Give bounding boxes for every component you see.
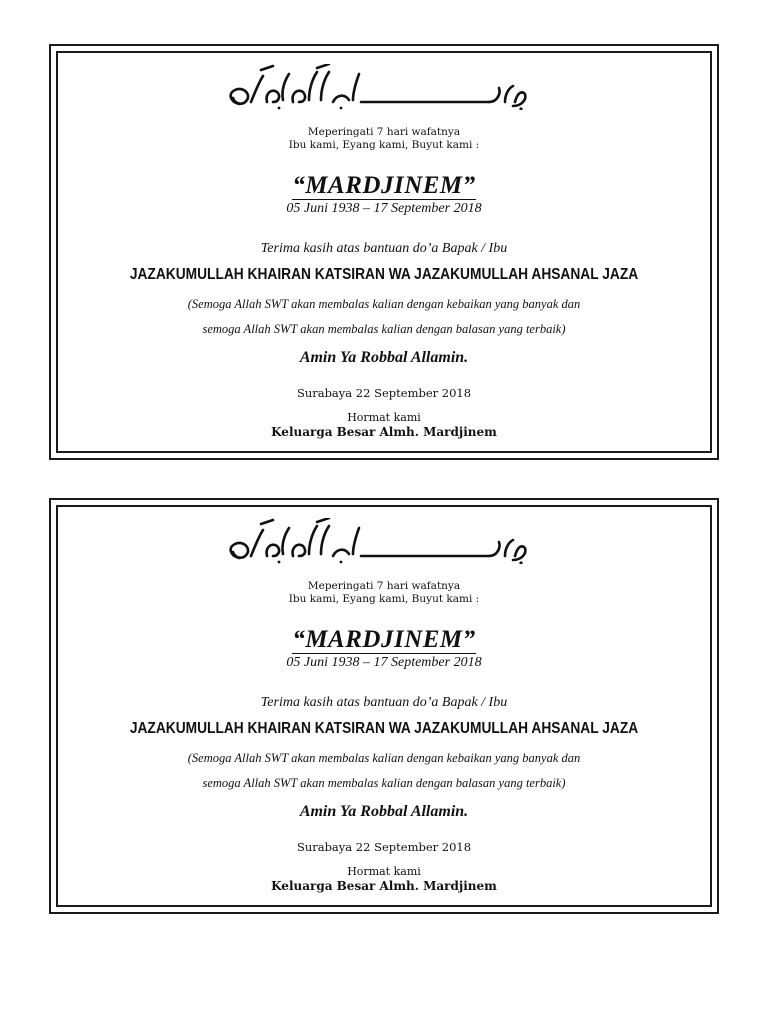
life-dates: 05 Juni 1938 – 17 September 2018	[286, 201, 482, 216]
deceased-name-text: “MARDJINEM”	[292, 172, 476, 199]
condolence-card-2	[49, 498, 719, 914]
intro-line-1: Meperingati 7 hari wafatnya	[307, 580, 461, 592]
thanks-line: Terima kasih atas bantuan do’a Bapak / Ibu	[260, 241, 508, 256]
deceased-name-text: “MARDJINEM”	[292, 626, 476, 653]
regards-line: Hormat kami	[347, 411, 421, 424]
amin-line: Amin Ya Robbal Allamin.	[299, 349, 469, 366]
meaning-line-1: (Semoga Allah SWT akan membalas kalian dengan kebaikan yang banyak dan	[187, 751, 581, 765]
meaning-line-2: semoga Allah SWT akan membalas kalian dengan balasan yang terbaik)	[202, 776, 566, 790]
amin-line: Amin Ya Robbal Allamin.	[299, 803, 469, 820]
regards-line: Hormat kami	[347, 865, 421, 878]
meaning-line-2: semoga Allah SWT akan membalas kalian dengan balasan yang terbaik)	[202, 322, 566, 336]
condolence-card-1	[49, 44, 719, 460]
intro-line-1: Meperingati 7 hari wafatnya	[307, 126, 461, 138]
thanks-line: Terima kasih atas bantuan do’a Bapak / Ibu	[260, 695, 508, 710]
intro-line-2: Ibu kami, Eyang kami, Buyut kami :	[288, 593, 480, 605]
dua-heading: JAZAKUMULLAH KHAIRAN KATSIRAN WA JAZAKUMULLAH AHSANAL JAZA	[129, 266, 639, 283]
basmala-calligraphy-icon	[221, 518, 531, 564]
life-dates: 05 Juni 1938 – 17 September 2018	[286, 655, 482, 670]
meaning-line-1: (Semoga Allah SWT akan membalas kalian dengan kebaikan yang banyak dan	[187, 297, 581, 311]
place-date: Surabaya 22 September 2018	[296, 840, 472, 854]
place-date: Surabaya 22 September 2018	[296, 386, 472, 400]
deceased-name	[51, 626, 717, 654]
family-signature: Keluarga Besar Almh. Mardjinem	[271, 879, 497, 893]
basmala-calligraphy-icon	[221, 64, 531, 110]
family-signature: Keluarga Besar Almh. Mardjinem	[271, 425, 497, 439]
dua-heading: JAZAKUMULLAH KHAIRAN KATSIRAN WA JAZAKUMULLAH AHSANAL JAZA	[129, 720, 639, 737]
intro-line-2: Ibu kami, Eyang kami, Buyut kami :	[288, 139, 480, 151]
deceased-name	[51, 172, 717, 200]
